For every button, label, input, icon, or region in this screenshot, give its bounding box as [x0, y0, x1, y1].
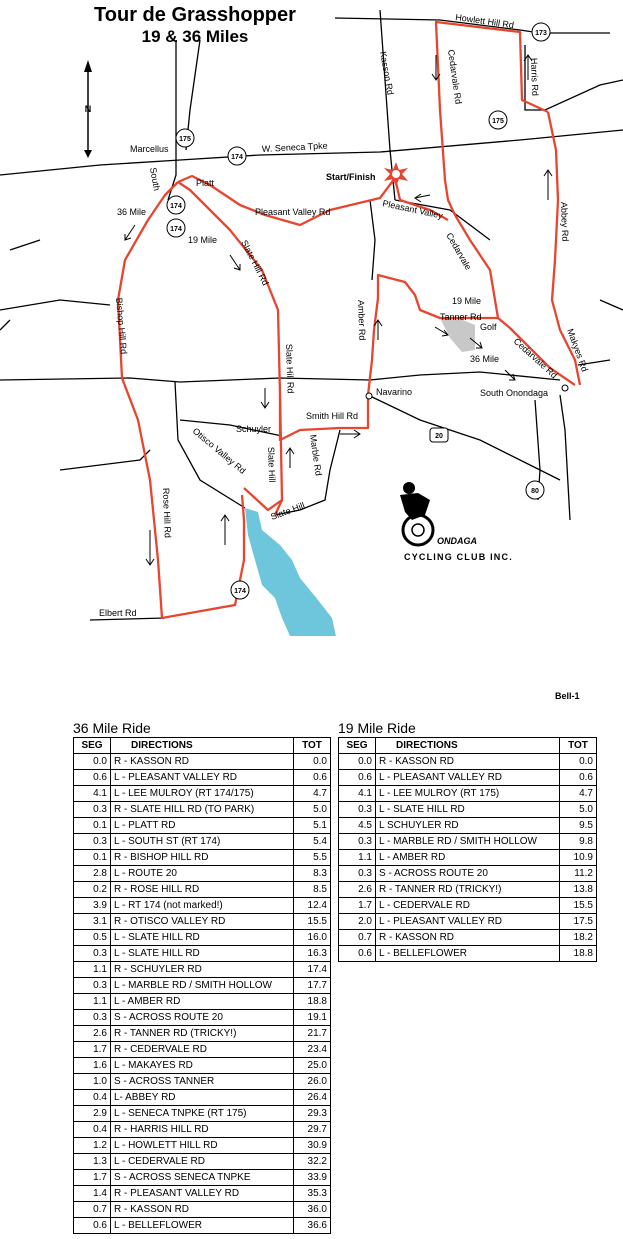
table-row — [74, 1106, 331, 1122]
cell-tot: 0.6 — [294, 770, 331, 786]
cell-tot: 8.3 — [294, 866, 331, 882]
ride19-header-row — [339, 738, 597, 754]
cell-seg: 1.1 — [339, 850, 376, 866]
label-makyes: Makyes Rd — [565, 327, 590, 373]
label-south: South — [148, 166, 162, 192]
ride36-header-row — [74, 738, 331, 754]
label-slate-hill-c: Slate Hill — [266, 446, 278, 483]
cell-dir: L - PLEASANT VALLEY RD — [376, 770, 560, 786]
bike-route — [118, 22, 580, 618]
label-cedarvale-top: Cedarvale Rd — [446, 48, 464, 105]
label-slate-hill-rd-a: Slate Hill Rd — [239, 238, 271, 288]
cell-tot: 35.3 — [294, 1186, 331, 1202]
cell-seg: 0.0 — [74, 754, 111, 770]
table-row — [74, 930, 331, 946]
route-badge-174c — [167, 219, 185, 237]
table-row — [339, 802, 597, 818]
title-line-2: 19 & 36 Miles — [141, 27, 249, 46]
cell-seg: 4.1 — [74, 786, 111, 802]
label-platt: Platt — [196, 178, 215, 188]
table-row — [339, 754, 597, 770]
cell-seg: 3.1 — [74, 914, 111, 930]
cell-tot: 29.7 — [294, 1122, 331, 1138]
cell-tot: 17.5 — [560, 914, 597, 930]
ride36-title: 36 Mile Ride — [73, 720, 151, 736]
table-row — [74, 1186, 331, 1202]
cell-dir: R - SCHUYLER RD — [111, 962, 294, 978]
cell-dir: L - CEDERVALE RD — [111, 1154, 294, 1170]
cell-seg: 0.0 — [339, 754, 376, 770]
cell-tot: 19.1 — [294, 1010, 331, 1026]
cell-dir: L - AMBER RD — [376, 850, 560, 866]
col-seg: SEG — [339, 738, 376, 754]
label-36-mile-a: 36 Mile — [117, 207, 147, 217]
route-badge-80 — [526, 481, 544, 499]
ride19-table — [338, 737, 597, 962]
label-slate-hill-d: Slate Hill — [269, 500, 307, 522]
route-badge-173 — [532, 23, 550, 41]
table-row — [74, 1202, 331, 1218]
cell-tot: 29.3 — [294, 1106, 331, 1122]
table-row — [339, 786, 597, 802]
table-row — [74, 914, 331, 930]
ride36-table — [73, 737, 331, 1234]
label-19-mile-b: 19 Mile — [452, 296, 482, 306]
table-row — [74, 1058, 331, 1074]
table-row — [74, 1122, 331, 1138]
label-abbey: Abbey Rd — [559, 201, 571, 242]
cell-tot: 9.8 — [560, 834, 597, 850]
cell-dir: S - ACROSS ROUTE 20 — [376, 866, 560, 882]
cell-tot: 26.0 — [294, 1074, 331, 1090]
cell-seg: 0.6 — [74, 770, 111, 786]
cell-dir: R - HARRIS HILL RD — [111, 1122, 294, 1138]
cell-dir: R - KASSON RD — [111, 1202, 294, 1218]
cell-dir: L - MARBLE RD / SMITH HOLLOW — [376, 834, 560, 850]
svg-text:80: 80 — [531, 488, 539, 495]
cell-tot: 10.9 — [560, 850, 597, 866]
cell-tot: 36.0 — [294, 1202, 331, 1218]
navarino-dot — [366, 393, 372, 399]
title-line-1: Tour de Grasshopper — [94, 4, 296, 26]
cell-dir: S - ACROSS SENECA TNPKE — [111, 1170, 294, 1186]
cell-seg: 0.4 — [74, 1122, 111, 1138]
table-row — [339, 770, 597, 786]
cell-dir: R - KASSON RD — [376, 930, 560, 946]
label-otisco: Otisco Valley Rd — [190, 425, 248, 476]
cell-seg: 0.3 — [74, 1010, 111, 1026]
table-row — [339, 930, 597, 946]
route-badge-174d — [231, 581, 249, 599]
table-row — [74, 818, 331, 834]
cell-seg: 0.2 — [74, 882, 111, 898]
label-elbert: Elbert Rd — [99, 608, 137, 618]
label-startfinish: Start/Finish — [326, 172, 376, 182]
route-badge-174a — [228, 147, 246, 165]
route-badge-20 — [430, 428, 448, 442]
table-row — [74, 1138, 331, 1154]
cell-seg: 0.6 — [339, 770, 376, 786]
svg-text:175: 175 — [492, 118, 504, 125]
cell-seg: 0.1 — [74, 818, 111, 834]
cell-dir: L - MAKAYES RD — [111, 1058, 294, 1074]
cell-dir: R - ROSE HILL RD — [111, 882, 294, 898]
table-row — [74, 1154, 331, 1170]
cell-seg: 0.7 — [339, 930, 376, 946]
svg-text:175: 175 — [179, 136, 191, 143]
col-tot: TOT — [294, 738, 331, 754]
cell-tot: 15.5 — [294, 914, 331, 930]
table-row — [74, 1042, 331, 1058]
label-kasson: Kasson Rd — [378, 50, 396, 96]
cell-seg: 1.6 — [74, 1058, 111, 1074]
cell-tot: 18.2 — [560, 930, 597, 946]
table-row — [74, 850, 331, 866]
label-schuyler: Schuyler — [236, 424, 272, 434]
cell-dir: L - SLATE HILL RD — [376, 802, 560, 818]
cell-seg: 0.1 — [74, 850, 111, 866]
label-19-mile-a: 19 Mile — [188, 235, 218, 245]
cell-dir: L - MARBLE RD / SMITH HOLLOW — [111, 978, 294, 994]
route-badge-175b — [489, 111, 507, 129]
cell-dir: R - TANNER RD (TRICKY!) — [376, 882, 560, 898]
cell-seg: 3.9 — [74, 898, 111, 914]
cell-tot: 9.5 — [560, 818, 597, 834]
cell-tot: 5.5 — [294, 850, 331, 866]
table-row — [74, 1010, 331, 1026]
cell-tot: 15.5 — [560, 898, 597, 914]
cell-dir: R - BISHOP HILL RD — [111, 850, 294, 866]
cell-dir: L - HOWLETT HILL RD — [111, 1138, 294, 1154]
cell-tot: 13.8 — [560, 882, 597, 898]
label-cedarvale-rd-b: Cedarvale Rd — [511, 336, 560, 381]
cell-tot: 16.3 — [294, 946, 331, 962]
cell-seg: 0.6 — [74, 1218, 111, 1234]
ride19-title: 19 Mile Ride — [338, 720, 416, 736]
cell-seg: 0.4 — [74, 1090, 111, 1106]
cell-dir: R - CEDERVALE RD — [111, 1042, 294, 1058]
cell-seg: 0.5 — [74, 930, 111, 946]
label-marble: Marble Rd — [308, 433, 324, 477]
label-marcellus: Marcellus — [130, 144, 169, 154]
table-row — [339, 834, 597, 850]
label-smith-hollow: Smith Hill Rd — [306, 411, 359, 421]
cell-seg: 0.3 — [339, 802, 376, 818]
cell-tot: 0.0 — [294, 754, 331, 770]
cell-dir: L- ABBEY RD — [111, 1090, 294, 1106]
cell-dir: L - LEE MULROY (RT 174/175) — [111, 786, 294, 802]
table-row — [74, 1090, 331, 1106]
cell-seg: 1.1 — [74, 962, 111, 978]
table-row — [74, 1170, 331, 1186]
cell-dir: L - PLEASANT VALLEY RD — [111, 770, 294, 786]
svg-text:20: 20 — [435, 433, 443, 440]
cell-dir: S - ACROSS TANNER — [111, 1074, 294, 1090]
start-finish-icon — [384, 162, 408, 187]
svg-text:174: 174 — [170, 203, 182, 210]
cell-tot: 4.7 — [560, 786, 597, 802]
cell-seg: 0.6 — [339, 946, 376, 962]
cell-dir: R - SLATE HILL RD (TO PARK) — [111, 802, 294, 818]
onondaga-cycling-club-logo — [400, 482, 513, 562]
cell-seg: 1.7 — [339, 898, 376, 914]
cell-seg: 2.6 — [339, 882, 376, 898]
north-label: N — [84, 104, 92, 114]
label-navarino: Navarino — [376, 387, 413, 397]
cell-seg: 0.3 — [74, 802, 111, 818]
cell-seg: 1.4 — [74, 1186, 111, 1202]
cell-seg: 0.7 — [74, 1202, 111, 1218]
table-row — [339, 818, 597, 834]
table-row — [74, 882, 331, 898]
label-cedarvale-mid: Cedarvale — [444, 231, 474, 272]
cell-seg: 0.3 — [74, 946, 111, 962]
cell-tot: 5.1 — [294, 818, 331, 834]
cell-tot: 4.7 — [294, 786, 331, 802]
col-seg: SEG — [74, 738, 111, 754]
cell-tot: 26.4 — [294, 1090, 331, 1106]
route-badge-175a — [176, 129, 194, 147]
svg-text:174: 174 — [170, 226, 182, 233]
cell-dir: L - BELLEFLOWER — [376, 946, 560, 962]
table-row — [74, 978, 331, 994]
label-golf: Golf — [480, 322, 497, 332]
label-rose-hill: Rose Hill Rd — [161, 487, 173, 539]
cell-seg: 1.1 — [74, 994, 111, 1010]
cell-dir: L - CEDERVALE RD — [376, 898, 560, 914]
cell-seg: 0.3 — [339, 834, 376, 850]
table-row — [74, 786, 331, 802]
cell-tot: 23.4 — [294, 1042, 331, 1058]
cell-seg: 2.9 — [74, 1106, 111, 1122]
cell-tot: 33.9 — [294, 1170, 331, 1186]
otisco-lake — [245, 508, 336, 636]
label-south-onondaga: South Onondaga — [480, 388, 549, 398]
cell-dir: L - SLATE HILL RD — [111, 930, 294, 946]
cell-tot: 30.9 — [294, 1138, 331, 1154]
logo-name: ONDAGA — [437, 536, 477, 546]
table-row — [74, 1074, 331, 1090]
route-badge-174b — [167, 196, 185, 214]
cell-tot: 12.4 — [294, 898, 331, 914]
road-network — [0, 10, 623, 620]
table-row — [74, 834, 331, 850]
cell-tot: 16.0 — [294, 930, 331, 946]
cell-dir: S - ACROSS ROUTE 20 — [111, 1010, 294, 1026]
table-row — [339, 866, 597, 882]
table-row — [74, 946, 331, 962]
col-dir: DIRECTIONS — [376, 738, 560, 754]
cell-tot: 5.4 — [294, 834, 331, 850]
col-dir: DIRECTIONS — [111, 738, 294, 754]
table-row — [74, 754, 331, 770]
cell-tot: 32.2 — [294, 1154, 331, 1170]
cell-seg: 4.1 — [339, 786, 376, 802]
cell-dir: L - RT 174 (not marked!) — [111, 898, 294, 914]
label-seneca: W. Seneca Tpke — [261, 140, 328, 154]
label-bishop: Bishop Hill Rd — [114, 297, 129, 355]
cell-tot: 0.6 — [560, 770, 597, 786]
table-row — [74, 1218, 331, 1234]
cell-seg: 0.3 — [74, 978, 111, 994]
cell-dir: R - PLEASANT VALLEY RD — [111, 1186, 294, 1202]
cell-seg: 1.2 — [74, 1138, 111, 1154]
cell-dir: R - TANNER RD (TRICKY!) — [111, 1026, 294, 1042]
cell-tot: 18.8 — [294, 994, 331, 1010]
table-row — [339, 914, 597, 930]
table-row — [74, 1026, 331, 1042]
table-row — [339, 898, 597, 914]
cell-tot: 0.0 — [560, 754, 597, 770]
cell-seg: 0.3 — [74, 834, 111, 850]
table-row — [74, 994, 331, 1010]
cell-dir: L - SLATE HILL RD — [111, 946, 294, 962]
svg-text:174: 174 — [231, 154, 243, 161]
cell-tot: 5.0 — [560, 802, 597, 818]
table-row — [74, 802, 331, 818]
cell-dir: L - BELLEFLOWER — [111, 1218, 294, 1234]
cell-tot: 21.7 — [294, 1026, 331, 1042]
cell-dir: L - ROUTE 20 — [111, 866, 294, 882]
south-onondaga-dot — [562, 385, 568, 391]
cell-tot: 36.6 — [294, 1218, 331, 1234]
cell-seg: 4.5 — [339, 818, 376, 834]
cell-tot: 5.0 — [294, 802, 331, 818]
label-amber: Amber Rd — [356, 299, 368, 341]
cell-seg: 1.3 — [74, 1154, 111, 1170]
svg-text:173: 173 — [535, 30, 547, 37]
label-36-mile-b: 36 Mile — [470, 354, 500, 364]
cell-dir: L - PLEASANT VALLEY RD — [376, 914, 560, 930]
cell-dir: R - OTISCO VALLEY RD — [111, 914, 294, 930]
cell-seg: 1.7 — [74, 1042, 111, 1058]
label-pleasant-valley: Pleasant Valley — [381, 198, 444, 221]
table-row — [74, 962, 331, 978]
cell-tot: 8.5 — [294, 882, 331, 898]
cell-dir: L SCHUYLER RD — [376, 818, 560, 834]
label-tanner: Tanner Rd — [440, 312, 482, 322]
label-pleasant-valley-rd: Pleasant Valley Rd — [255, 207, 331, 217]
table-row — [339, 882, 597, 898]
cell-seg: 2.6 — [74, 1026, 111, 1042]
table-row — [339, 946, 597, 962]
table-row — [74, 770, 331, 786]
cell-dir: L - PLATT RD — [111, 818, 294, 834]
label-howlett: Howlett Hill Rd — [454, 12, 515, 31]
cell-dir: R - KASSON RD — [111, 754, 294, 770]
table-row — [339, 850, 597, 866]
cell-tot: 17.4 — [294, 962, 331, 978]
cell-tot: 17.7 — [294, 978, 331, 994]
col-tot: TOT — [560, 738, 597, 754]
cell-seg: 1.0 — [74, 1074, 111, 1090]
cell-dir: L - SENECA TNPKE (RT 175) — [111, 1106, 294, 1122]
cell-seg: 2.8 — [74, 866, 111, 882]
cell-tot: 11.2 — [560, 866, 597, 882]
cell-dir: L - AMBER RD — [111, 994, 294, 1010]
cell-dir: L - LEE MULROY (RT 175) — [376, 786, 560, 802]
cell-seg: 2.0 — [339, 914, 376, 930]
cell-seg: 1.7 — [74, 1170, 111, 1186]
cell-tot: 18.8 — [560, 946, 597, 962]
table-row — [74, 898, 331, 914]
footer-code: Bell-1 — [555, 691, 580, 701]
logo-sub: CYCLING CLUB INC. — [404, 552, 513, 562]
table-row — [74, 866, 331, 882]
north-arrow — [84, 60, 92, 158]
cell-dir: R - KASSON RD — [376, 754, 560, 770]
cell-dir: L - SOUTH ST (RT 174) — [111, 834, 294, 850]
cell-seg: 0.3 — [339, 866, 376, 882]
label-slate-hill-rd-b: Slate Hill Rd — [284, 343, 296, 394]
svg-text:174: 174 — [234, 588, 246, 595]
label-harris: Harris Rd — [529, 57, 541, 97]
cell-tot: 25.0 — [294, 1058, 331, 1074]
